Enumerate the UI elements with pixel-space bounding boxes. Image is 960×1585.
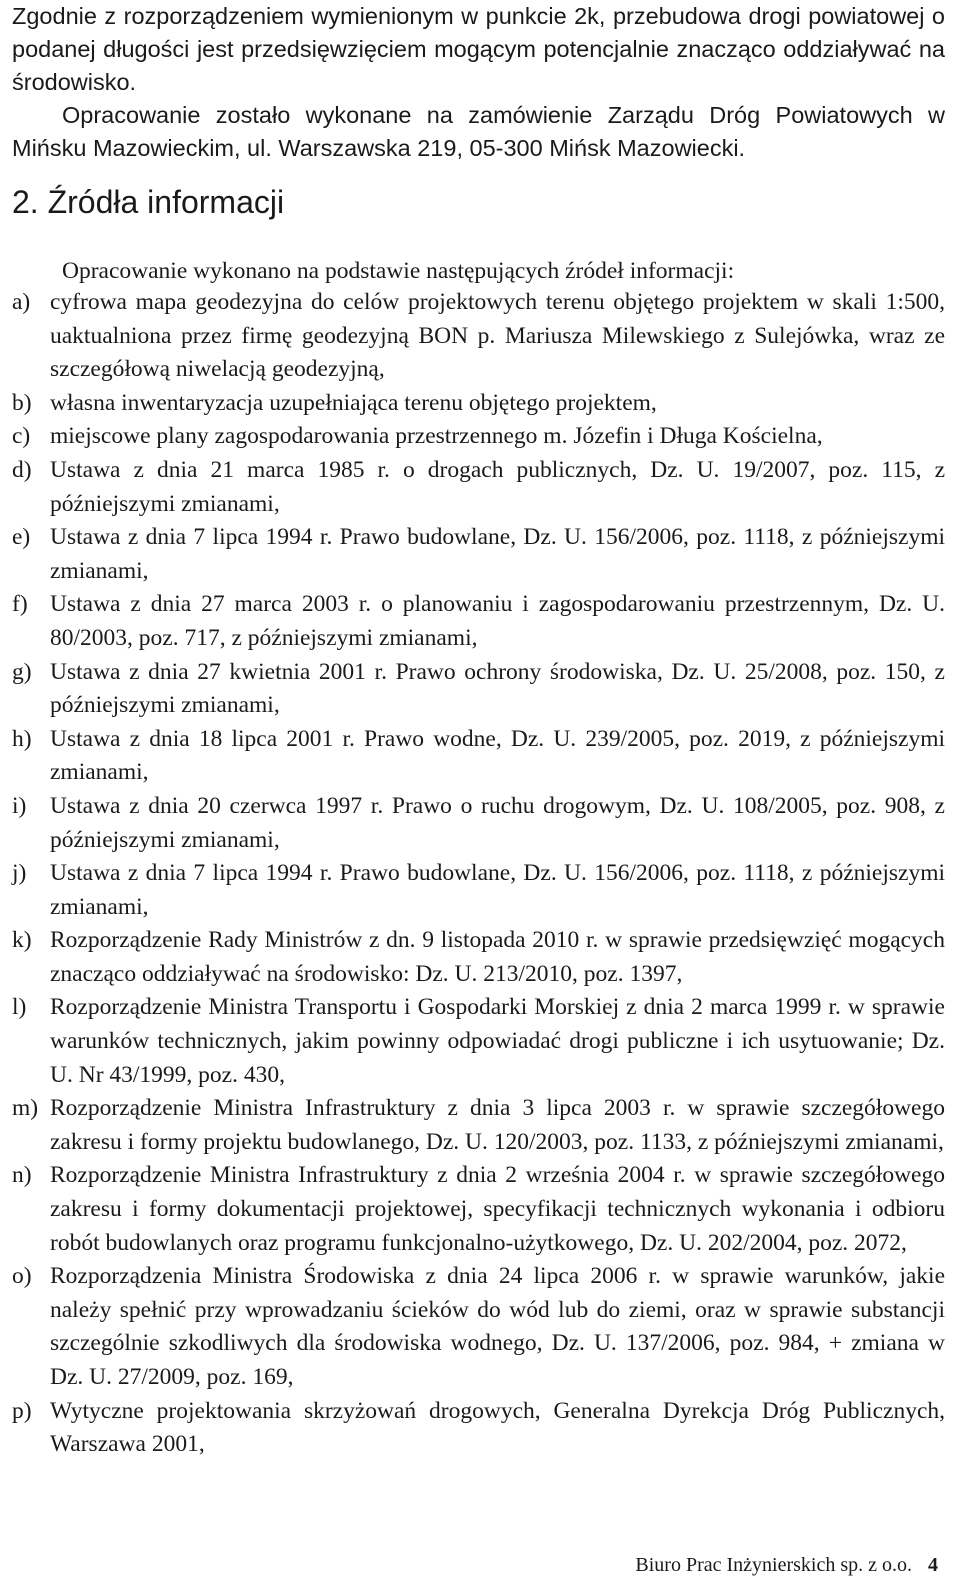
list-marker: n) — [12, 1162, 32, 1189]
list-item-text: Wytyczne projektowania skrzyżowań drogowych, Generalna Dyrekcja Dróg Publicznych, Warszawa 2001, — [50, 1397, 945, 1458]
intro-block — [12, 0, 945, 165]
list-marker: a) — [12, 289, 31, 315]
list-marker: d) — [12, 456, 32, 483]
section-lead: Opracowanie wykonano na podstawie następujących źródeł informacji: — [62, 258, 735, 284]
list-marker: g) — [12, 658, 32, 685]
list-item — [12, 1159, 945, 1260]
list-marker: h) — [12, 725, 32, 752]
section-heading: 2. Źródła informacji — [12, 184, 285, 220]
list-marker: m) — [12, 1095, 39, 1122]
list-item-text: miejscowe plany zagospodarowania przestrzennego m. Józefin i Długa Kościelna, — [50, 423, 823, 450]
list-item — [12, 991, 945, 1092]
list-item — [12, 924, 945, 991]
list-marker: b) — [12, 389, 32, 416]
list-item — [12, 521, 945, 588]
list-item-text: Ustawa z dnia 18 lipca 2001 r. Prawo wodne, Dz. U. 239/2005, poz. 2019, z późniejszymi zmianami, — [50, 725, 945, 786]
list-item-text: własna inwentaryzacja uzupełniająca terenu objętego projektem, — [50, 389, 657, 416]
list-item — [12, 454, 945, 521]
list-marker: i) — [12, 792, 27, 819]
list-item-text: Ustawa z dnia 27 kwietnia 2001 r. Prawo ochrony środowiska, Dz. U. 25/2008, poz. 150, z późniejszymi zmianami, — [50, 658, 945, 719]
list-marker: l) — [12, 994, 27, 1021]
list-item — [12, 656, 945, 723]
list-marker: o) — [12, 1263, 32, 1290]
list-item-text: Rozporządzenia Ministra Środowiska z dnia 24 lipca 2006 r. w sprawie warunków, jakie należy spełnić przy wprowadzaniu ścieków do wód lub do ziemi, oraz w sprawie substancji szczególnie szkodliwych dla środowiska wodnego, Dz. U. 137/2006, poz. 984, + zmiana w Dz. U. 27/2009, poz. 169, — [50, 1263, 945, 1390]
list-item-text: Rozporządzenie Ministra Infrastruktury z dnia 3 lipca 2003 r. w sprawie szczegółowego zakresu i formy projektu budowlanego, Dz. U. 120/2003, poz. 1133, z późniejszymi zmianami, — [50, 1095, 945, 1155]
page-footer — [635, 1551, 938, 1579]
list-item-text: Rozporządzenie Ministra Transportu i Gospodarki Morskiej z dnia 2 marca 1999 r. w sprawie warunków technicznych, jakim powinny odpowiadać drogi publiczne i ich usytuowanie; Dz. U. Nr 43/1999, poz. 430, — [50, 994, 945, 1088]
list-item-text: Ustawa z dnia 7 lipca 1994 r. Prawo budowlane, Dz. U. 156/2006, poz. 1118, z późniejszymi zmianami, — [50, 524, 945, 584]
list-item-text: Rozporządzenie Rady Ministrów z dn. 9 listopada 2010 r. w sprawie przedsięwzięć mogących znacząco oddziaływać na środowisko: Dz. U. 213/2010, poz. 1397, — [50, 927, 945, 987]
list-marker: c) — [12, 423, 31, 450]
list-item-text: Ustawa z dnia 27 marca 2003 r. o planowaniu i zagospodarowaniu przestrzennym, Dz. U. 80/2003, poz. 717, z późniejszymi zmianami, — [50, 591, 945, 651]
list-marker: j) — [12, 860, 27, 887]
list-item — [12, 286, 945, 387]
list-item — [12, 1092, 945, 1159]
list-item — [12, 723, 945, 790]
list-item — [12, 790, 945, 857]
list-item-text: cyfrowa mapa geodezyjna do celów projektowych terenu objętego projektem w skali 1:500, uaktualniona przez firmę geodezyjną BON p. Mariusza Milewskiego z Sulejówka, wraz ze szczegółową niwelacją geodezyjną, — [50, 289, 945, 383]
list-item-text: Ustawa z dnia 21 marca 1985 r. o drogach publicznych, Dz. U. 19/2007, poz. 115, z późniejszymi zmianami, — [50, 456, 945, 517]
intro-paragraph-2: Opracowanie zostało wykonane na zamówienie Zarządu Dróg Powiatowych w Mińsku Mazowieckim, ul. Warszawska 219, 05-300 Mińsk Mazowiecki. — [12, 102, 945, 161]
sources-list — [12, 286, 945, 1462]
footer-company: Biuro Prac Inżynierskich sp. z o.o. — [635, 1554, 912, 1576]
list-item-text: Ustawa z dnia 7 lipca 1994 r. Prawo budowlane, Dz. U. 156/2006, poz. 1118, z późniejszymi zmianami, — [50, 860, 945, 920]
list-marker: f) — [12, 591, 28, 618]
page-number: 4 — [928, 1554, 938, 1576]
list-item — [12, 420, 945, 454]
list-item — [12, 588, 945, 655]
list-item — [12, 1260, 945, 1394]
intro-paragraph-1: Zgodnie z rozporządzeniem wymienionym w punkcie 2k, przebudowa drogi powiatowej o podanej długości jest przedsięwzięciem mogącym potencjalnie znacząco oddziaływać na środowisko. — [12, 3, 945, 95]
list-item — [12, 857, 945, 924]
list-marker: e) — [12, 524, 31, 551]
list-item-text: Ustawa z dnia 20 czerwca 1997 r. Prawo o ruchu drogowym, Dz. U. 108/2005, poz. 908, z późniejszymi zmianami, — [50, 792, 945, 853]
list-item — [12, 1395, 945, 1462]
list-marker: k) — [12, 927, 32, 954]
list-item — [12, 387, 945, 421]
list-marker: p) — [12, 1397, 32, 1424]
list-item-text: Rozporządzenie Ministra Infrastruktury z dnia 2 września 2004 r. w sprawie szczegółowego zakresu i formy dokumentacji projektowej, specyfikacji technicznych wykonania i odbioru robót budowlanych oraz programu funkcjonalno-użytkowego, Dz. U. 202/2004, poz. 2072, — [50, 1162, 945, 1256]
